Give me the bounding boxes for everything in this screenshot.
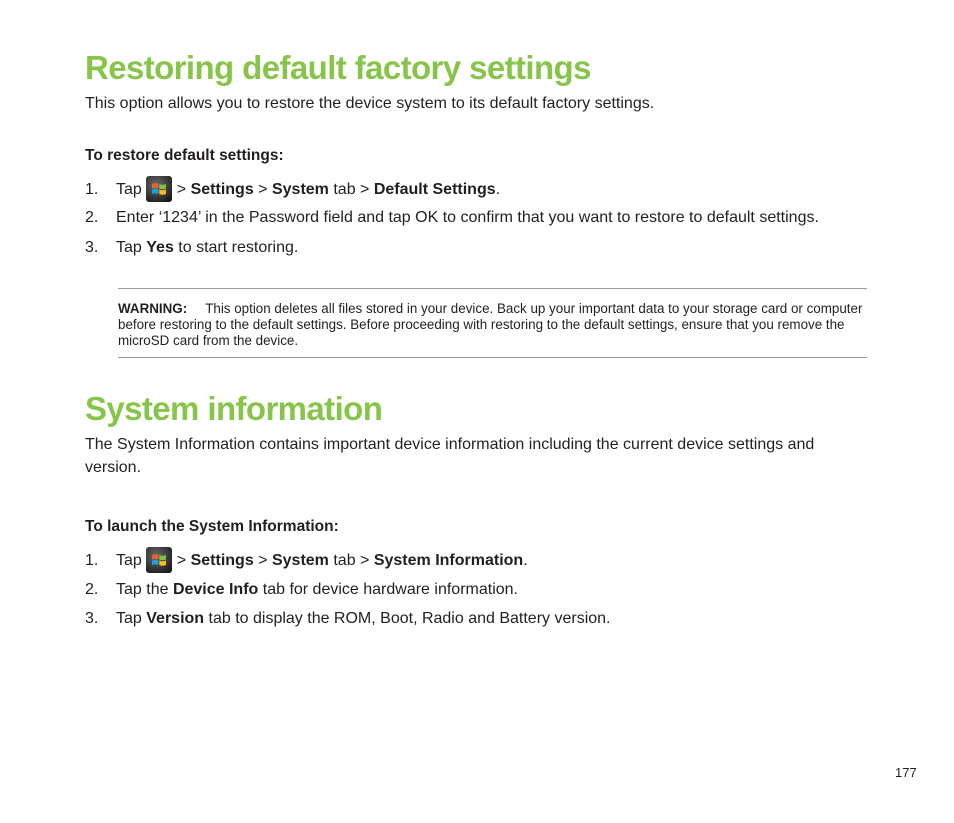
sysinfo-step-2: 2. Tap the Device Info tab for device hardware information.	[85, 581, 518, 598]
step-number: 3.	[85, 239, 99, 256]
warning-top-rule	[118, 288, 867, 289]
step-number: 2.	[85, 581, 99, 598]
windows-start-icon[interactable]	[146, 176, 172, 202]
sysinfo-step-1: 1. Tap > Settings > System tab > System Information .	[85, 548, 528, 574]
subheading-restore: To restore default settings:	[85, 147, 284, 164]
section-intro-system-info: The System Information contains important device information including the current device settings and version.	[85, 436, 815, 476]
step-text: Enter ‘1234’ in the Password field and tap OK to confirm that you want to restore to default settings.	[116, 209, 819, 226]
restore-step-1: 1. Tap > Settings > System tab > Default Settings .	[85, 177, 500, 203]
warning-label: WARNING:	[118, 301, 188, 316]
sysinfo-step-3: 3. Tap Version tab to display the ROM, Boot, Radio and Battery version.	[85, 610, 611, 627]
restore-step-3: 3. Tap Yes to start restoring.	[85, 239, 299, 256]
tab-device-info: Device Info	[172, 581, 259, 598]
step-number: 3.	[85, 610, 99, 627]
menu-system: System	[271, 181, 329, 198]
menu-system: System	[271, 552, 329, 569]
section-title-system-info: System information	[85, 390, 383, 427]
warning-box	[118, 301, 866, 349]
section-title-restore: Restoring default factory settings	[85, 49, 591, 86]
menu-settings: Settings	[190, 552, 254, 569]
tab-version: Version	[146, 610, 205, 627]
restore-step-2	[85, 208, 819, 228]
windows-start-icon[interactable]	[146, 547, 172, 573]
step-number: 1.	[85, 552, 99, 569]
menu-settings: Settings	[190, 181, 254, 198]
warning-text: This option deletes all files stored in your device. Back up your important data to your storage card or computer before restoring to the default settings. Before proceeding with restoring to the default settings, ensure that you remove the microSD card from the device.	[118, 301, 863, 348]
step-number: 2.	[85, 209, 99, 226]
menu-default-settings: Default Settings	[373, 181, 496, 198]
menu-system-information: System Information	[373, 552, 524, 569]
page-number: 177	[895, 765, 917, 780]
step-number: 1.	[85, 181, 99, 198]
warning-bottom-rule	[118, 357, 867, 358]
section-intro-restore: This option allows you to restore the device system to its default factory settings.	[85, 95, 655, 112]
step-text: Tap	[116, 181, 142, 198]
subheading-system-info: To launch the System Information:	[85, 518, 339, 535]
option-yes: Yes	[146, 239, 174, 256]
